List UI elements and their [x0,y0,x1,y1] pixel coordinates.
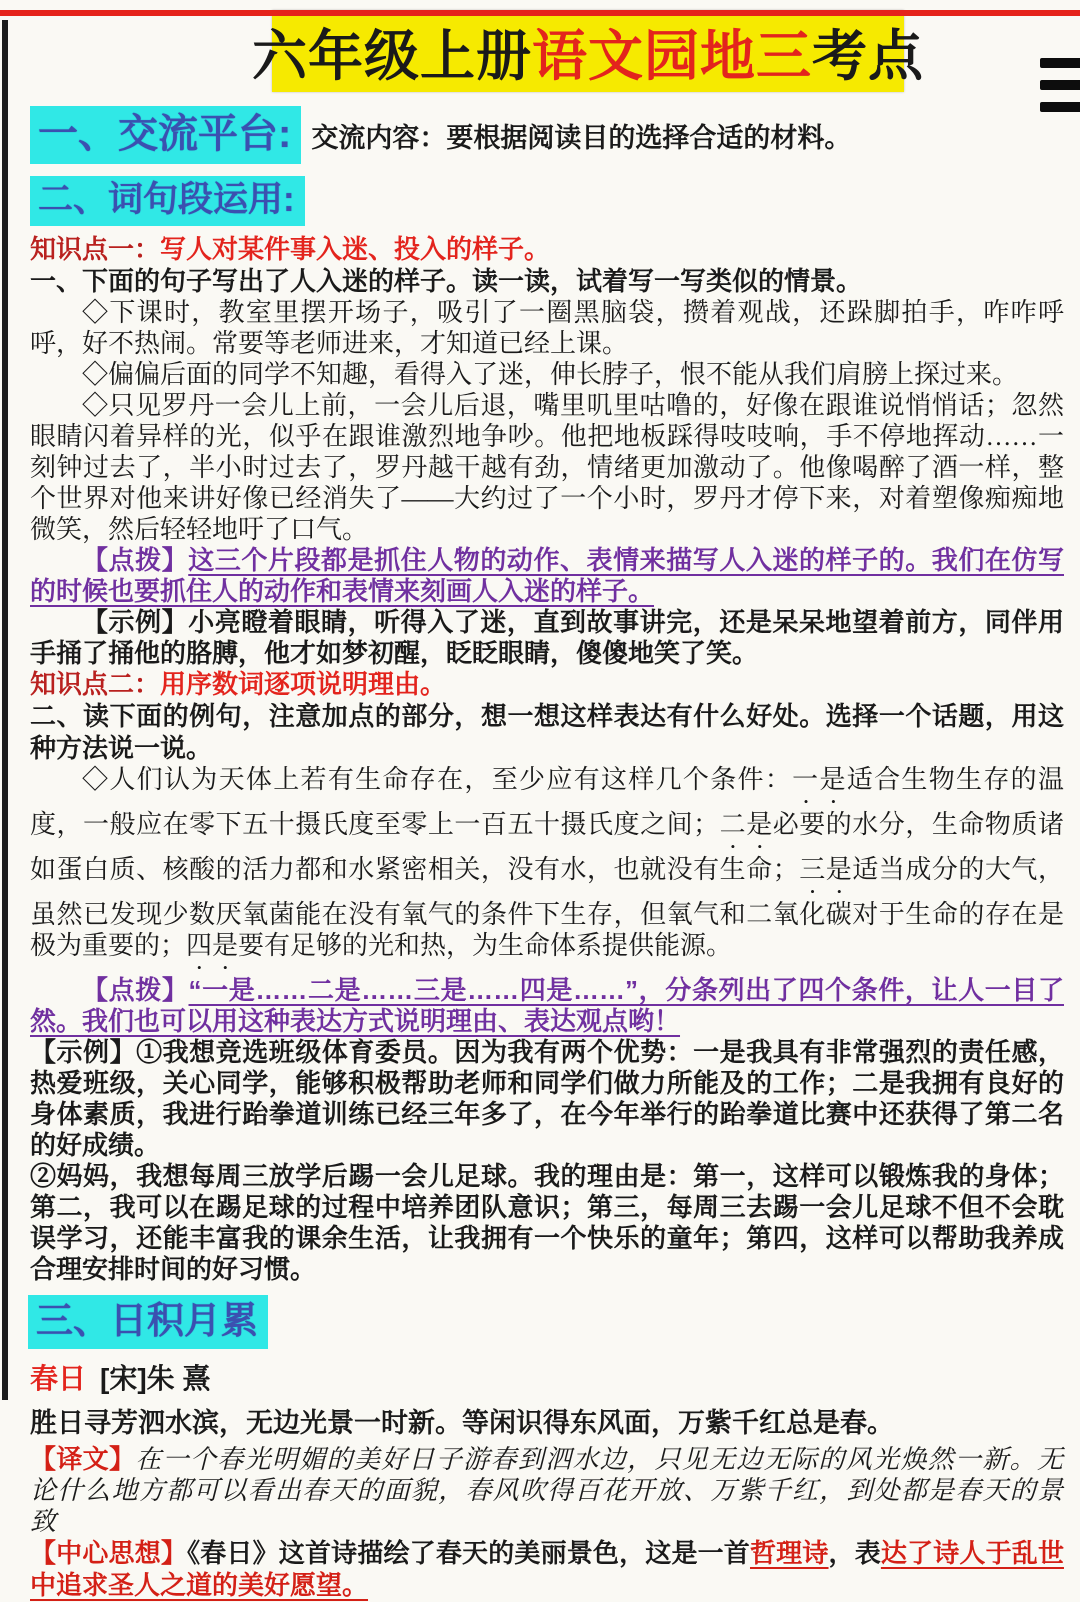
tip-1-label: 【点拨】 [82,545,189,575]
emphasis-word: 三是 [798,855,853,884]
sample-2-item-2: ②妈妈，我想每周三放学后踢一会儿足球。我的理由是：第一，这样可以锻炼我的身体；第二，我可以在踢足球的过程中培养团队意识；第三，每周三去踢一会儿足球不但不会耽误学习，还能丰富我的课余生活，让我拥有一个快乐的童年；第四，这样可以帮助我养成合理安排时间的好习惯。 [30,1161,1064,1284]
section-1-content: 交流内容：要根据阅读目的选择合适的材料。 [311,122,852,153]
page-title [252,12,924,91]
title-part-red: 语文园地三 [532,25,813,87]
tip-1-text: 这三个片段都是抓住人物的动作、表情来描写人入迷的样子的。我们在仿写的时候也要抓住人的动作和表情来刻画人入迷的样子。 [30,545,1064,606]
question-1: 一、下面的句子写出了人入迷的样子。读一读，试着写一写类似的情景。 [30,266,863,296]
central-idea-label: 【中心思想】 [30,1538,188,1568]
sample-2 [30,1037,1064,1161]
section-1-row [30,106,1080,164]
knowledge-point-1 [30,234,1064,265]
tip-2-text: “一是……二是……三是……四是……”，分条列出了四个条件，让人一目了然。我们也可以用这种表达方式说明理由、表达观点哟！ [30,975,1064,1036]
central-idea-highlight: 达了诗人于乱世中追求圣人之道的美好愿望。 [30,1539,1064,1600]
tip-2 [30,975,1064,1037]
hamburger-bar [1040,102,1080,112]
poem-header [30,1357,1064,1397]
tip-2-label: 【点拨】 [82,975,189,1005]
poem-line: 胜日寻芳泗水滨，无边光景一时新。等闲识得东风面，万紫千红总是春。 [30,1408,894,1438]
knowledge-point-2 [30,669,1064,700]
sample-2-text: ①我想竞选班级体育委员。因为我有两个优势：一是我具有非常强烈的责任感，热爱班级，关心同学，能够积极帮助老师和同学们做力所能及的工作；二是我拥有良好的身体素质，我进行跆拳道训练已经三年多了，在今年举行的跆拳道比赛中还获得了第二名的好成绩。 [30,1037,1064,1160]
example-paragraph: ◇只见罗丹一会儿上前，一会儿后退，嘴里叽里咕噜的，好像在跟谁说悄悄话；忽然眼睛闪着异样的光，似乎在跟谁激烈地争吵。他把地板踩得吱吱响，手不停地挥动……一刻钟过去了，半小时过去了，罗丹越干越有劲，情绪更加激动了。他像喝醉了酒一样，整个世界对他来讲好像已经消失了——大约过了一个小时，罗丹才停下来，对着塑像痴痴地微笑，然后轻轻地吁了口气。 [30,391,1064,544]
knowledge-point-2-text: 用序数词逐项说明理由。 [160,669,447,699]
example2-text: 适当成分的大气，虽然已发现少数厌氧菌能在没有氧气的条件下生存，但氧气和二氧化碳对于生命的存在是极为重要的； [30,855,1064,960]
emphasis-word: 四是 [186,931,239,960]
section-2-heading: 二、词句段运用: [30,176,305,226]
hamburger-menu-icon[interactable] [1040,58,1080,112]
top-border-line [0,10,1080,16]
central-idea-highlight: 哲理诗 [749,1539,829,1568]
knowledge-point-1-text: 写人对某件事入迷、投入的样子。 [160,234,551,264]
title-part-black1: 六年级上册 [251,25,532,87]
central-idea [30,1537,1064,1602]
sample-1-label: 【示例】 [82,607,189,637]
poem-title: 春日 [30,1363,87,1394]
sample-1-text: 小亮瞪着眼睛，听得入了迷，直到故事讲完，还是呆呆地望着前方，同伴用手捅了捅他的胳膊，他才如梦初醒，眨眨眼睛，傻傻地笑了笑。 [30,607,1064,668]
tip-1 [30,545,1064,607]
question-2: 二、读下面的例句，注意加点的部分，想一想这样表达有什么好处。选择一个话题，用这种方法说一说。 [30,701,1064,763]
translation [30,1444,1064,1537]
section-3-heading: 三、日积月累 [28,1295,268,1349]
knowledge-point-2-label: 知识点二： [30,669,161,699]
poem-author: [宋]朱 熹 [100,1363,211,1394]
section-3-content [30,1357,1064,1602]
example-paragraph: ◇偏偏后面的同学不知趣，看得入了迷，伸长脖子，恨不能从我们肩膀上探过来。 [82,360,1019,389]
central-idea-text: ，表 [828,1539,881,1568]
emphasis-word: 二是 [719,810,773,839]
translation-text: 在一个春光明媚的美好日子游春到泗水边，只见无边无际的风光焕然一新。无论什么地方都可以看出春天的面貌，春风吹得百花开放、万紫千红，到处都是春天的景致 [30,1445,1064,1536]
emphasis-word: 一是 [792,765,847,794]
hamburger-bar [1040,58,1080,68]
hamburger-bar [1040,80,1080,90]
title-part-black2: 考点 [812,25,925,87]
example2-intro: ◇人们认为天体上若有生命存在，至少应有这样几个条件： [82,765,793,794]
page-title-highlight [251,10,925,92]
example2-text: 适合生物生存的温度，一般应在零下五十摄氏度至零上一百五十摄氏度之间； [30,765,1064,839]
knowledge-point-1-label: 知识点一： [30,234,161,264]
example-paragraph: ◇下课时，教室里摆开场子，吸引了一圈黑脑袋，攒着观战，还跺脚拍手，咋咋呼呼，好不热闹。常要等老师进来，才知道已经上课。 [30,298,1064,358]
example-paragraph-numbered [30,764,1064,975]
sample-2-label: 【示例】 [30,1037,137,1067]
central-idea-text: 《春日》这首诗描绘了春天的美丽景色，这是一首 [187,1539,750,1568]
example2-text: 必要的水分，生命物质诸如蛋白质、核酸的活力都和水紧密相关，没有水，也就没有生命； [30,810,1064,884]
left-border-line [2,20,8,1400]
sample-1 [30,607,1064,669]
translation-label: 【译文】 [30,1444,136,1474]
section-2-content [30,234,1064,1285]
section-1-heading: 一、交流平台: [30,106,301,164]
example2-text: 要有足够的光和热，为生命体系提供能源。 [238,931,733,960]
